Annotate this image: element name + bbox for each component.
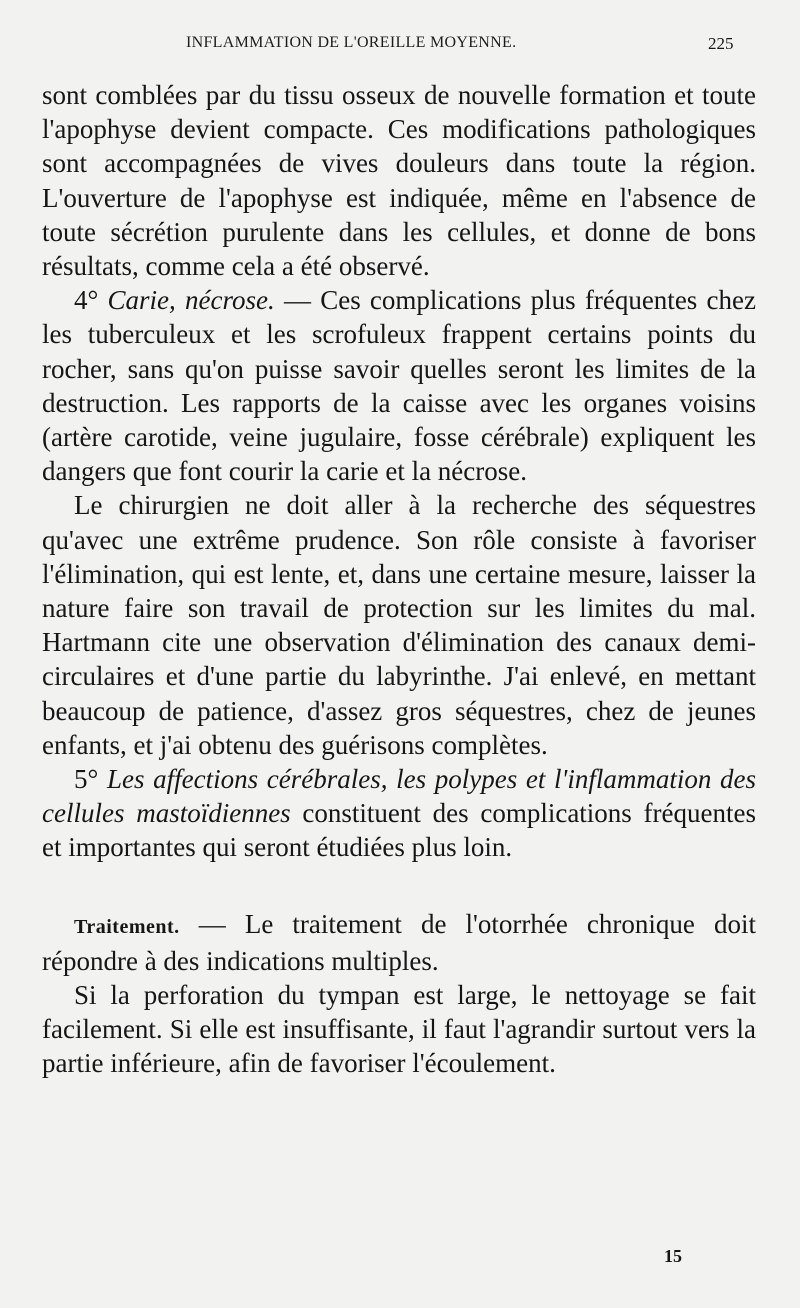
paragraph-surgeon: Le chirurgien ne doit aller à la recherche des séquestres qu'avec une extrême prudence. Son rôle consiste à favoriser l'élimination, qui est lente, et, dans une certaine mesure, laisser la nature faire son travail de protection sur les limites du mal. Hartmann cite une observation d'élimination des canaux demi-circulaires et d'une partie du labyrinthe. J'ai enlevé, en mettant beaucoup de patience, d'assez gros séquestres, chez de jeunes enfants, et j'ai obtenu des guérisons complètes. — [42, 490, 756, 760]
section-gap — [42, 865, 756, 907]
paragraph-text: — Le traitement de l'otorrhée chronique doit répondre à des indications multiples. — [42, 908, 756, 976]
paragraph-complications — [42, 762, 756, 865]
section-title: Carie, nécrose. — [107, 285, 275, 316]
running-title: INFLAMMATION DE L'OREILLE MOYENNE. — [186, 34, 517, 51]
page-body — [42, 78, 756, 1081]
paragraph-treatment — [42, 907, 756, 978]
paragraph-caries — [42, 283, 756, 488]
paragraph-text: — Ces complications plus fréquentes chez les tuberculeux et les scrofuleux frappent certains points du rocher, sans qu'on puisse savoir quelles seront les limites de la destruction. Les rapports de la caisse avec les organes voisins (artère carotide, veine jugulaire, fosse cérébrale) expliquent les dangers que font courir la carie et la nécrose. — [42, 285, 756, 487]
paragraph-1: sont comblées par du tissu osseux de nouvelle formation et toute l'apophyse devient compacte. Ces modifications pathologiques sont accompagnées de vives douleurs dans toute la région. L'ouverture de l'apophyse est indiquée, même en l'absence de toute sécrétion purulente dans les cellules, et donne de bons résultats, comme cela a été observé. — [42, 80, 756, 282]
paragraph-text: constituent des complications fréquentes et importantes qui seront étudiées plus loin. — [42, 798, 756, 863]
page-number: 225 — [708, 34, 734, 53]
section-title: Les affections cérébrales, les polypes et l'inflammation des cellules mastoïdiennes — [42, 764, 756, 829]
section-number: 5° — [74, 764, 107, 795]
section-number: 4° — [74, 285, 108, 316]
paragraph-perforation: Si la perforation du tympan est large, le nettoyage se fait facilement. Si elle est insuffisante, il faut l'agrandir surtout vers la partie inférieure, afin de favoriser l'écoulement. — [42, 980, 756, 1079]
treatment-heading: Traitement. — [74, 915, 180, 938]
signature-mark: 15 — [664, 1246, 682, 1266]
